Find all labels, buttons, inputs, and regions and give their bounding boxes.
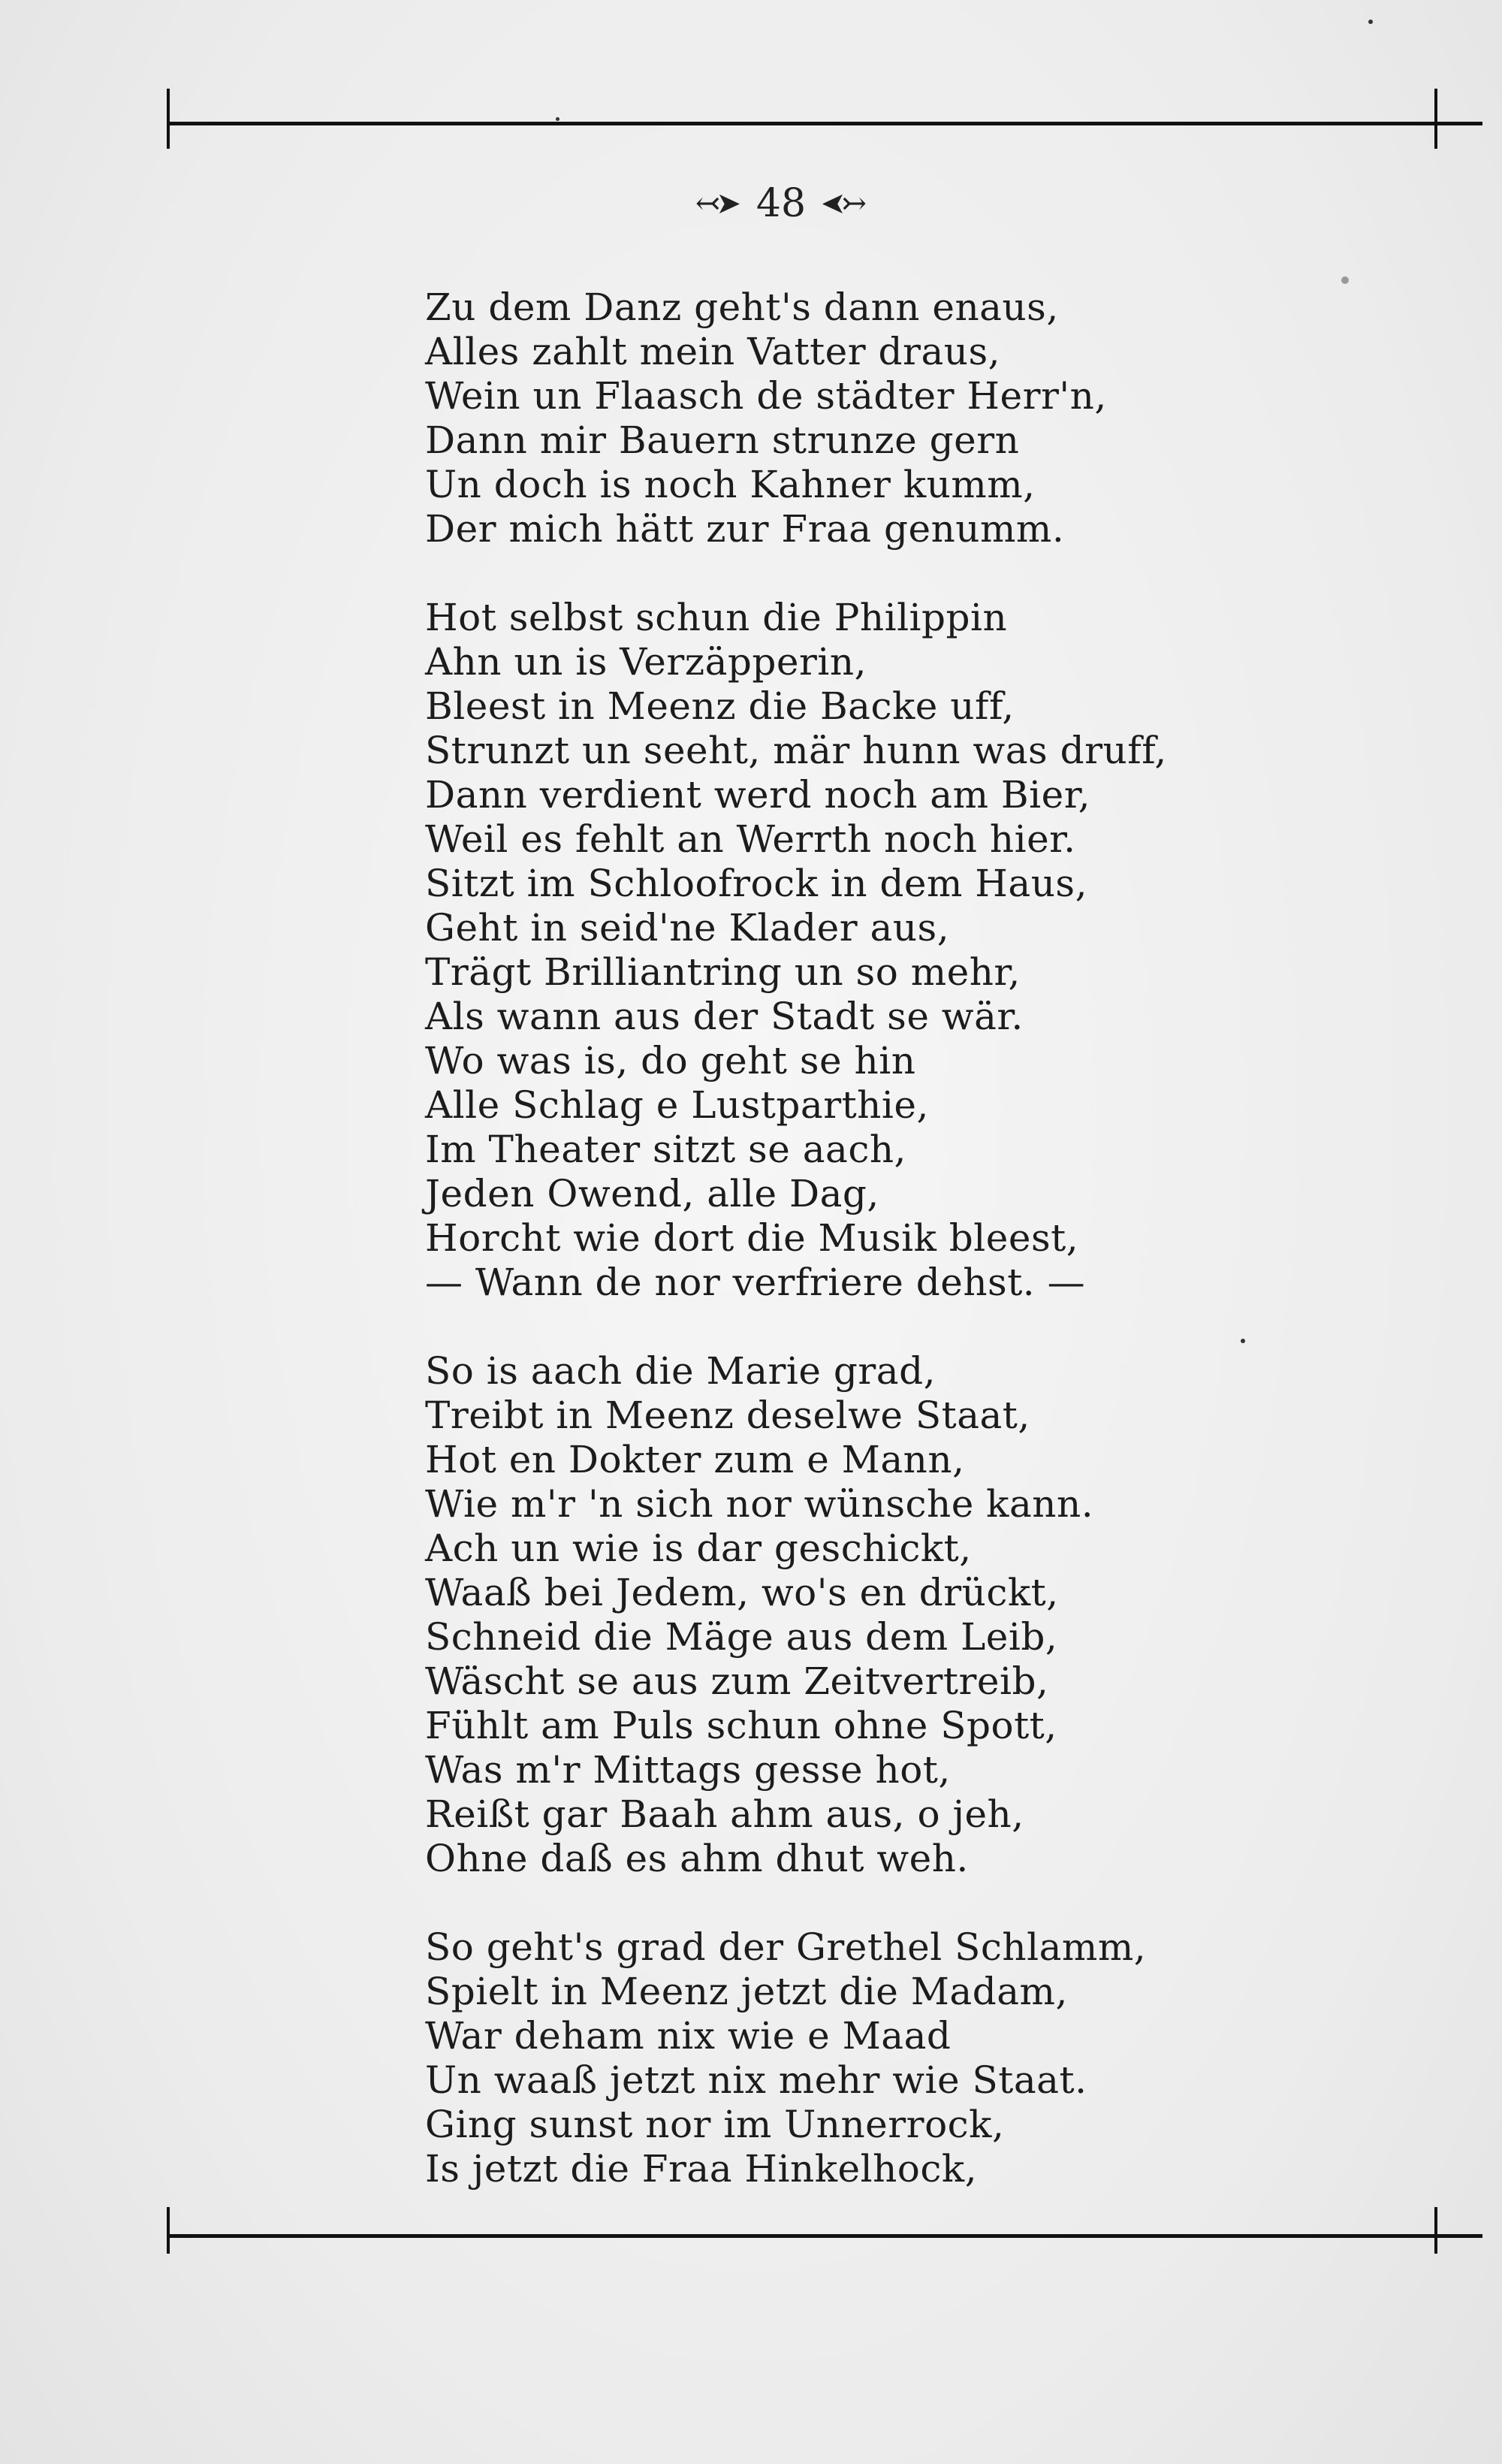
poem-line: Fühlt am Puls schun ohne Spott, — [425, 1704, 1057, 1747]
poem-line: Geht in seid'ne Klader aus, — [425, 906, 950, 950]
poem-line: Jeden Owend, alle Dag, — [425, 1172, 879, 1215]
poem-line: Was m'r Mittags gesse hot, — [425, 1748, 951, 1792]
poem-line: Hot selbst schun die Philippin — [425, 596, 1008, 639]
poem-line: Horcht wie dort die Musik bleest, — [425, 1216, 1079, 1260]
poem-line: Dann mir Bauern strunze gern — [425, 418, 1020, 462]
poem-line: Schneid die Mäge aus dem Leib, — [425, 1615, 1058, 1659]
stanza — [425, 596, 1167, 1305]
bottom-left-frame-tick — [167, 2207, 170, 2254]
bottom-right-frame-tick — [1434, 2207, 1437, 2254]
top-left-frame-tick — [167, 89, 170, 149]
poem-line: Wie m'r 'n sich nor wünsche kann. — [425, 1482, 1094, 1526]
poem-line: Ging sunst nor im Unnerrock, — [425, 2103, 1005, 2146]
stanza — [425, 1925, 1161, 2191]
page-header — [661, 177, 901, 230]
poem-line: Sitzt im Schloofrock in dem Haus, — [425, 862, 1087, 905]
poem-line: Alle Schlag e Lustparthie, — [425, 1083, 929, 1127]
ink-speck — [1368, 20, 1373, 24]
poem-line: Zu dem Danz geht's dann enaus, — [425, 285, 1059, 329]
ink-speck — [1341, 276, 1349, 284]
top-right-frame-tick — [1434, 89, 1437, 149]
poem-line: Strunzt un seeht, mär hunn was druff, — [425, 729, 1167, 772]
poem-line: Un waaß jetzt nix mehr wie Staat. — [425, 2058, 1087, 2102]
poem-line: Ohne daß es ahm dhut weh. — [425, 1837, 969, 1880]
right-ornament-icon: ↢➤ — [825, 186, 867, 221]
left-ornament-icon: ↢➤ — [695, 186, 737, 221]
poem-line: Treibt in Meenz deselwe Staat, — [425, 1394, 1030, 1437]
poem-line: Reißt gar Baah ahm aus, o jeh, — [425, 1792, 1024, 1836]
bottom-frame-rule — [167, 2234, 1482, 2238]
ink-speck — [556, 117, 559, 121]
poem-line: Wein un Flaasch de städter Herr'n, — [425, 374, 1107, 418]
ink-speck — [1241, 1339, 1245, 1343]
poem-line: So geht's grad der Grethel Schlamm, — [425, 1925, 1147, 1969]
poem-line: Un doch is noch Kahner kumm, — [425, 463, 1036, 506]
poem-line: Wäscht se aus zum Zeitvertreib, — [425, 1659, 1049, 1703]
poem-line: Der mich hätt zur Fraa genumm. — [425, 507, 1065, 551]
poem-line: War deham nix wie e Maad — [425, 2014, 952, 2058]
poem-line: Als wann aus der Stadt se wär. — [425, 995, 1024, 1038]
poem-body — [425, 285, 1167, 2191]
page-number: 48 — [756, 181, 807, 226]
poem-line: Hot en Dokter zum e Mann, — [425, 1438, 965, 1481]
poem-line: Is jetzt die Fraa Hinkelhock, — [425, 2147, 978, 2191]
poem-line: Bleest in Meenz die Backe uff, — [425, 684, 1015, 728]
stanza — [425, 1349, 1161, 1881]
poem-line: Wo was is, do geht se hin — [425, 1039, 916, 1083]
poem-line: So is aach die Marie grad, — [425, 1349, 936, 1393]
poem-line: Waaß bei Jedem, wo's en drückt, — [425, 1571, 1059, 1614]
poem-line: Dann verdient werd noch am Bier, — [425, 773, 1091, 817]
poem-line: Alles zahlt mein Vatter draus, — [425, 330, 1001, 373]
top-frame-rule — [167, 122, 1482, 125]
poem-line: Weil es fehlt an Werrth noch hier. — [425, 817, 1076, 861]
poem-line: Ach un wie is dar geschickt, — [425, 1526, 972, 1570]
poem-line: Ahn un is Verzäpperin, — [425, 640, 867, 684]
stanza — [425, 285, 1161, 551]
poem-line: Spielt in Meenz jetzt die Madam, — [425, 1970, 1068, 2013]
poem-line: Trägt Brilliantring un so mehr, — [425, 950, 1021, 994]
poem-line: Im Theater sitzt se aach, — [425, 1128, 906, 1171]
poem-line: — Wann de nor verfriere dehst. — — [425, 1261, 1086, 1304]
